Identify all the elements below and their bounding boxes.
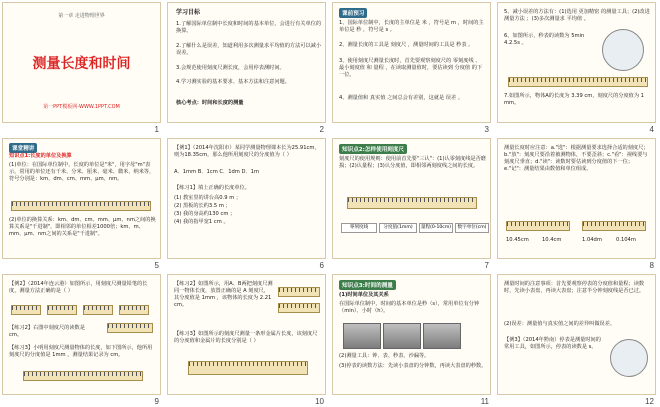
preview-line-3: 3、使用刻度尺测量长度时，首先要观察刻度尺的 零刻度线 、 最小刻度值 和 量程 ，在读取测量值时，要估读到 分度值 的下一位。 (339, 58, 483, 78)
preview-line-6: 6、如图所示，秒表的读数为 5min 4.2.5s 。 (504, 33, 585, 46)
knowledge-point-title: 知识点3:时间的测量 (339, 280, 396, 290)
slide-thumbnail-11[interactable] (330, 272, 495, 407)
practice-1: 【练习1】填上正确的长度单位。 (174, 185, 250, 191)
time-notes: 测量时间的注意事项：首先要观察停表的分度值和量程；读数时，先读小表盘，再读大表盘；注意半分钟刻度线是否已过。 (504, 281, 645, 294)
reading-4: 0.104m (616, 237, 636, 243)
slide-number: 10 (315, 397, 324, 406)
slide-number: 7 (484, 261, 489, 270)
metal-strip-image (188, 361, 308, 375)
slide-number: 2 (319, 125, 324, 134)
slide-number: 4 (649, 125, 654, 134)
key-value: 时间和长度的测量 (201, 100, 244, 106)
slide-thumbnail-2[interactable] (165, 0, 330, 135)
practice-1-a: (1) 教室里的讲台高0.9 m ； (174, 195, 242, 201)
practice-3-image (23, 371, 143, 381)
slide-heading: 学习目标 (176, 9, 201, 16)
example-2: 【例2】（2014年连云港）如图所示，用刻度尺测量铅笔的长度，测量方法正确的是（ ） (9, 281, 148, 294)
slide-heading: 课堂精讲 (9, 143, 37, 153)
reading-3: 1.04dm (582, 237, 602, 243)
stopwatch-reading-text: (3)停表的读数方法：先读小表盘的分钟数，再读大表盘的秒数。 (339, 363, 487, 369)
slide-number: 12 (645, 397, 654, 406)
slide-6-canvas (167, 138, 326, 259)
ruler-example-1 (506, 221, 570, 231)
stopwatch-image (610, 339, 648, 377)
practice-2-image (107, 323, 153, 333)
slide-thumbnail-7[interactable] (330, 136, 495, 271)
example-1: 【例1】（2014年沈阳市）某同学测量物理课本长为25.91cm，则为18.35cm，那么他所用刻度尺的分度值为（ ） (174, 145, 320, 158)
slide-7-canvas (332, 138, 491, 259)
label-division: 分度值(1mm) (379, 223, 417, 233)
key-label-text: 核心考点： (176, 100, 202, 106)
slide-thumbnail-4[interactable] (495, 0, 660, 135)
practice-3: 【练习3】小明用刻度尺测量物体的长度，如下图所示，他所用刻度尺的分度值是 1mm ，测量结果记录为 cm。 (9, 345, 153, 358)
slide-number: 11 (480, 397, 489, 406)
slide-10-canvas (167, 274, 326, 395)
slide-title: 测量长度和时间 (32, 56, 131, 72)
time-units-text: 在国际单位制中，时间的基本单位是秒（s），常用单位有分钟（min）、小时（h）。 (339, 301, 480, 314)
practice-1-c: (3) 我的身高约130 cm ； (174, 211, 236, 217)
slide-12-canvas (497, 274, 656, 395)
preview-line-5: 5、减小误差的方法有：(1)选用 更加精密 的测量工具；(2)改进 测量方法 ；(3)多次测量求 平均值 。 (504, 9, 650, 22)
chapter-label: 第一章 走进物理世界 (58, 13, 105, 19)
goal-line-3: 3.会规范使用刻度尺测长度，会用停表测时间。 (176, 65, 285, 71)
slide-11-canvas (332, 274, 491, 395)
knowledge-point-title: 知识点2:怎样使用刻度尺 (339, 144, 407, 154)
slide-1-canvas (2, 2, 161, 123)
ruler-b-image (278, 303, 320, 313)
label-range: 量程(0-10cm) (419, 223, 453, 233)
time-tools-text: (2)测量工具：钟、表、秒表、沙漏等。 (339, 353, 430, 359)
clock-photo (343, 323, 381, 349)
slide-number: 3 (484, 125, 489, 134)
goal-line-2: 2.了解什么是误差，知道利用多次测量求平均值的方法可以减小误差。 (176, 43, 322, 56)
slide-thumbnail-9[interactable] (0, 272, 165, 407)
slide-9-canvas (2, 274, 161, 395)
ruler-diagram (347, 197, 477, 209)
ruler-rule-text: 刻度尺的使用规则：使用前首先要"三认"：(1)认零刻度线是否磨损；(2)认量程；(3)认分度值，即相邻两刻度线之间的长度。 (339, 156, 486, 169)
option-b-image (47, 305, 77, 315)
slide-number: 8 (649, 261, 654, 270)
practice-1-b: (2) 黑板的长约3.5 m ； (174, 203, 231, 209)
slide-8-canvas (497, 138, 656, 259)
label-unit: 数字单位(cm) (455, 223, 489, 233)
slide-number: 9 (154, 397, 159, 406)
unit-scale-image (11, 201, 151, 211)
slide-thumbnail-1[interactable] (0, 0, 165, 135)
measure-notes: 测量长度时应注意：a."选"：根据测量要求选择合适的刻度尺；b."放"：刻度尺要沿着被测物体，不要歪斜；c."看"：视线要与刻度尺垂直；d."读"：读数时要估读到分度值的下一位；e."记"：测量结果由数值和单位组成。 (504, 145, 649, 172)
reading-2: 10.4cm (542, 237, 562, 243)
preview-line-2: 2、测量长度的工具是 刻度尺 ，测量时间的工具是 秒表 。 (339, 42, 474, 48)
goal-line-1: 1.了解国际单位制中长度和时间的基本单位，会进行有关单位的换算。 (176, 21, 322, 34)
practice-1-d: (4) 我的指甲宽1 cm 。 (174, 219, 229, 225)
goal-line-4: 4.学习测实验的基本要求、基本方法和注意问题。 (176, 79, 290, 85)
ruler-image (508, 77, 648, 87)
option-a-image (11, 305, 41, 315)
ruler-a-image (278, 287, 320, 297)
slide-3-canvas (332, 2, 491, 123)
slide-heading: 课前预习 (339, 8, 367, 18)
slide-number: 6 (319, 261, 324, 270)
slide-thumbnail-5[interactable] (0, 136, 165, 271)
slide-4-canvas (497, 2, 656, 123)
slide-2-canvas (167, 2, 326, 123)
example-3: 【例3】（2014年黔南）停表是测量时间的常用工具，如图所示，停表的读数是 s。 (504, 337, 601, 350)
slide-thumbnail-6[interactable] (165, 136, 330, 271)
practice-3b: 【练习3】如图所示的刻度尺测量一条形金属片长度，该刻度尺的分度值和金属片的长度分别是（ ） (174, 331, 318, 344)
slide-thumbnail-10[interactable] (165, 272, 330, 407)
preview-line-7: 7.如图所示，物体A的长度为 3.39 cm，刻度尺的分度值为 1 mm。 (504, 93, 644, 106)
preview-line-4: 4、测量值和 真实值 之间总会有差别，这就是 误差 。 (339, 95, 464, 101)
slide-thumbnail-12[interactable] (495, 272, 660, 407)
slide-number: 1 (154, 125, 159, 134)
example-1-options: A．1mm B．1cm C．1dm D．1m (174, 169, 260, 175)
label-zero-mark: 零刻度线 (341, 223, 377, 233)
practice-2b: 【练习2】如图所示，用A、B两把刻度尺测同一物体长度，放置正确的是 A 刻度尺，其分度值是 1mm ，该物体的长度为 2.21 cm。 (174, 281, 273, 308)
option-d-image (119, 305, 149, 315)
reading-1: 10.45cm (506, 237, 529, 243)
preview-line-1: 1、国际单位制中，长度的主单位是 米 ，符号是 m ，时间的主单位是 秒 ，符号是 s 。 (339, 20, 484, 33)
content-line-1: (1)单位：在国际单位制中，长度的单位是"米"，用字母"m"表示。常用的单位还有千米、分米、厘米、毫米、微米、纳米等，符号分别是：km、dm、cm、mm、μm、nm。 (9, 162, 155, 182)
stopwatch-photo (423, 323, 461, 349)
practice-2: 【练习2】右图中刻度尺的读数是 cm。 (9, 325, 85, 338)
slide-thumbnail-3[interactable] (330, 0, 495, 135)
slide-number: 5 (154, 261, 159, 270)
knowledge-point-title: 知识点1:长度的单位及换算 (9, 153, 72, 159)
key-label (176, 100, 243, 107)
slide-thumbnail-8[interactable] (495, 136, 660, 271)
option-c-image (83, 305, 113, 315)
stopwatch-image (602, 29, 644, 71)
watch-photo (383, 323, 421, 349)
template-link: 第一PPT模板网-WWW.1PPT.COM (43, 104, 120, 110)
ruler-example-2 (582, 221, 646, 231)
content-line-2: (2)单位的换算关系：km、dm、cm、mm、μm、nm之间的换算关系是"千进制"，即相邻的单位相差1000倍；km、m、mm、μm、nm之间的关系是"千进制"。 (9, 217, 156, 237)
time-units-heading: (1)时间单位及其关系 (339, 292, 389, 298)
error-definition: (2)误差：测量值与真实值之间的差异叫做误差。 (504, 321, 616, 327)
slide-5-canvas (2, 138, 161, 259)
